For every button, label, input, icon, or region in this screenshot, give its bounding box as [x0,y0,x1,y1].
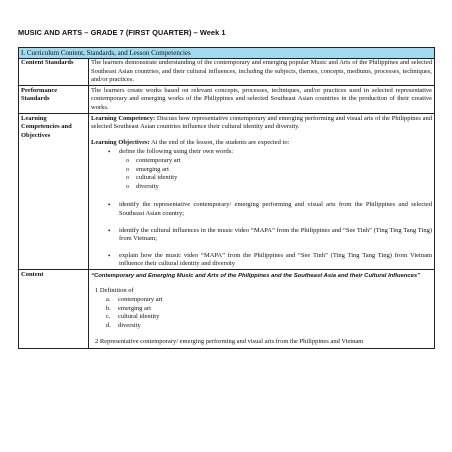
content-row [19,270,435,348]
content-standards-text: The learners demonstrate understanding of the contemporary and emerging popular Music and Arts of the Philippines and selected Southeast Asian countries, and their cultural influences, including the subjects, themes, concepts, mediums, processes, techniques, and/or practices. [89,58,435,86]
content-label: Content [19,270,89,348]
definitions-list [91,296,432,330]
term-item: o emerging art [136,166,432,175]
list-item [106,305,432,314]
content-item-1: 1 Definition of [95,287,134,295]
list-item [106,313,432,322]
learning-competency [91,115,432,132]
performance-standards-text: The learners create works based on relevant concepts, processes, techniques, and/or practices used in selected representative contemporary and emerging works of the Philippines and selected Southeast Asian countries in the production of their creative works. [89,86,435,114]
term-item: o contemporary art [136,157,432,166]
term-item: o cultural identity [136,174,432,183]
term-item: o diversity [136,183,432,192]
document-title: MUSIC AND ARTS – GRADE 7 (FIRST QUARTER) – Week 1 [18,28,226,37]
list-item [119,227,432,244]
definition-term: emerging art [118,304,151,312]
learning-competencies-label: Learning Competencies and Objectives [19,114,89,270]
content-standards-row [19,58,435,86]
objective-text: identify the representative contemporary/ emerging performing and visual arts from the Philippines and selected Southeast Asian country; [119,201,433,217]
content-standards-label: Content Standards [19,58,89,86]
curriculum-table [18,47,435,349]
list-marker: b. [106,304,111,312]
list-marker: a. [106,296,111,304]
terms-list [119,157,432,191]
definition-term: diversity [118,321,141,329]
performance-standards-label: Performance Standards [19,86,89,114]
list-item [119,148,432,191]
learning-competency-label: Learning Competency: [91,114,156,122]
performance-standards-row [19,86,435,114]
objective-text: explain how the music video “MAPA” from the Philippines and “See Tinh” (Ting Ting Tang Ting) from Vietnam influence their cultural identity and diversity [119,251,433,268]
learning-objectives-label: Learning Objectives: [91,138,150,146]
learning-objectives-intro: At the end of the lesson, the students are expected to: [150,138,290,146]
objective-text: identify the cultural influences in the music video “MAPA” from the Philippines and “See Tinh” (Ting Ting Tang Ting) from Vietnam; [119,226,433,243]
section-header-row [19,48,435,59]
learning-competency-text: Discuss how representative contemporary and emerging performing and visual arts of the Philippines and selected Southeast Asian countries influence their cultural identity and diversity. [91,114,433,131]
list-item [119,252,432,269]
learning-competencies-cell [89,114,435,270]
section-title: I. Curriculum Content, Standards, and Lesson Competencies [19,48,435,59]
objective-text: define the following using their own words: [119,148,234,156]
list-item [119,201,432,218]
definition-term: contemporary art [118,296,163,304]
objectives-list [91,148,432,269]
list-item [106,322,432,331]
list-marker: d. [106,321,111,329]
content-cell [89,270,435,348]
list-marker: c. [106,313,111,321]
learning-competencies-row [19,114,435,270]
content-item-2: 2 Representative contemporary/ emerging performing and visual arts from the Philippines and Vietnam [95,338,364,346]
list-item [106,296,432,305]
definition-term: cultural identity [118,313,160,321]
content-title: “Contemporary and Emerging Music and Arts of the Philippines and the Southeast Asia and their Cultural Influences” [91,272,421,279]
learning-objectives-heading [91,139,432,148]
